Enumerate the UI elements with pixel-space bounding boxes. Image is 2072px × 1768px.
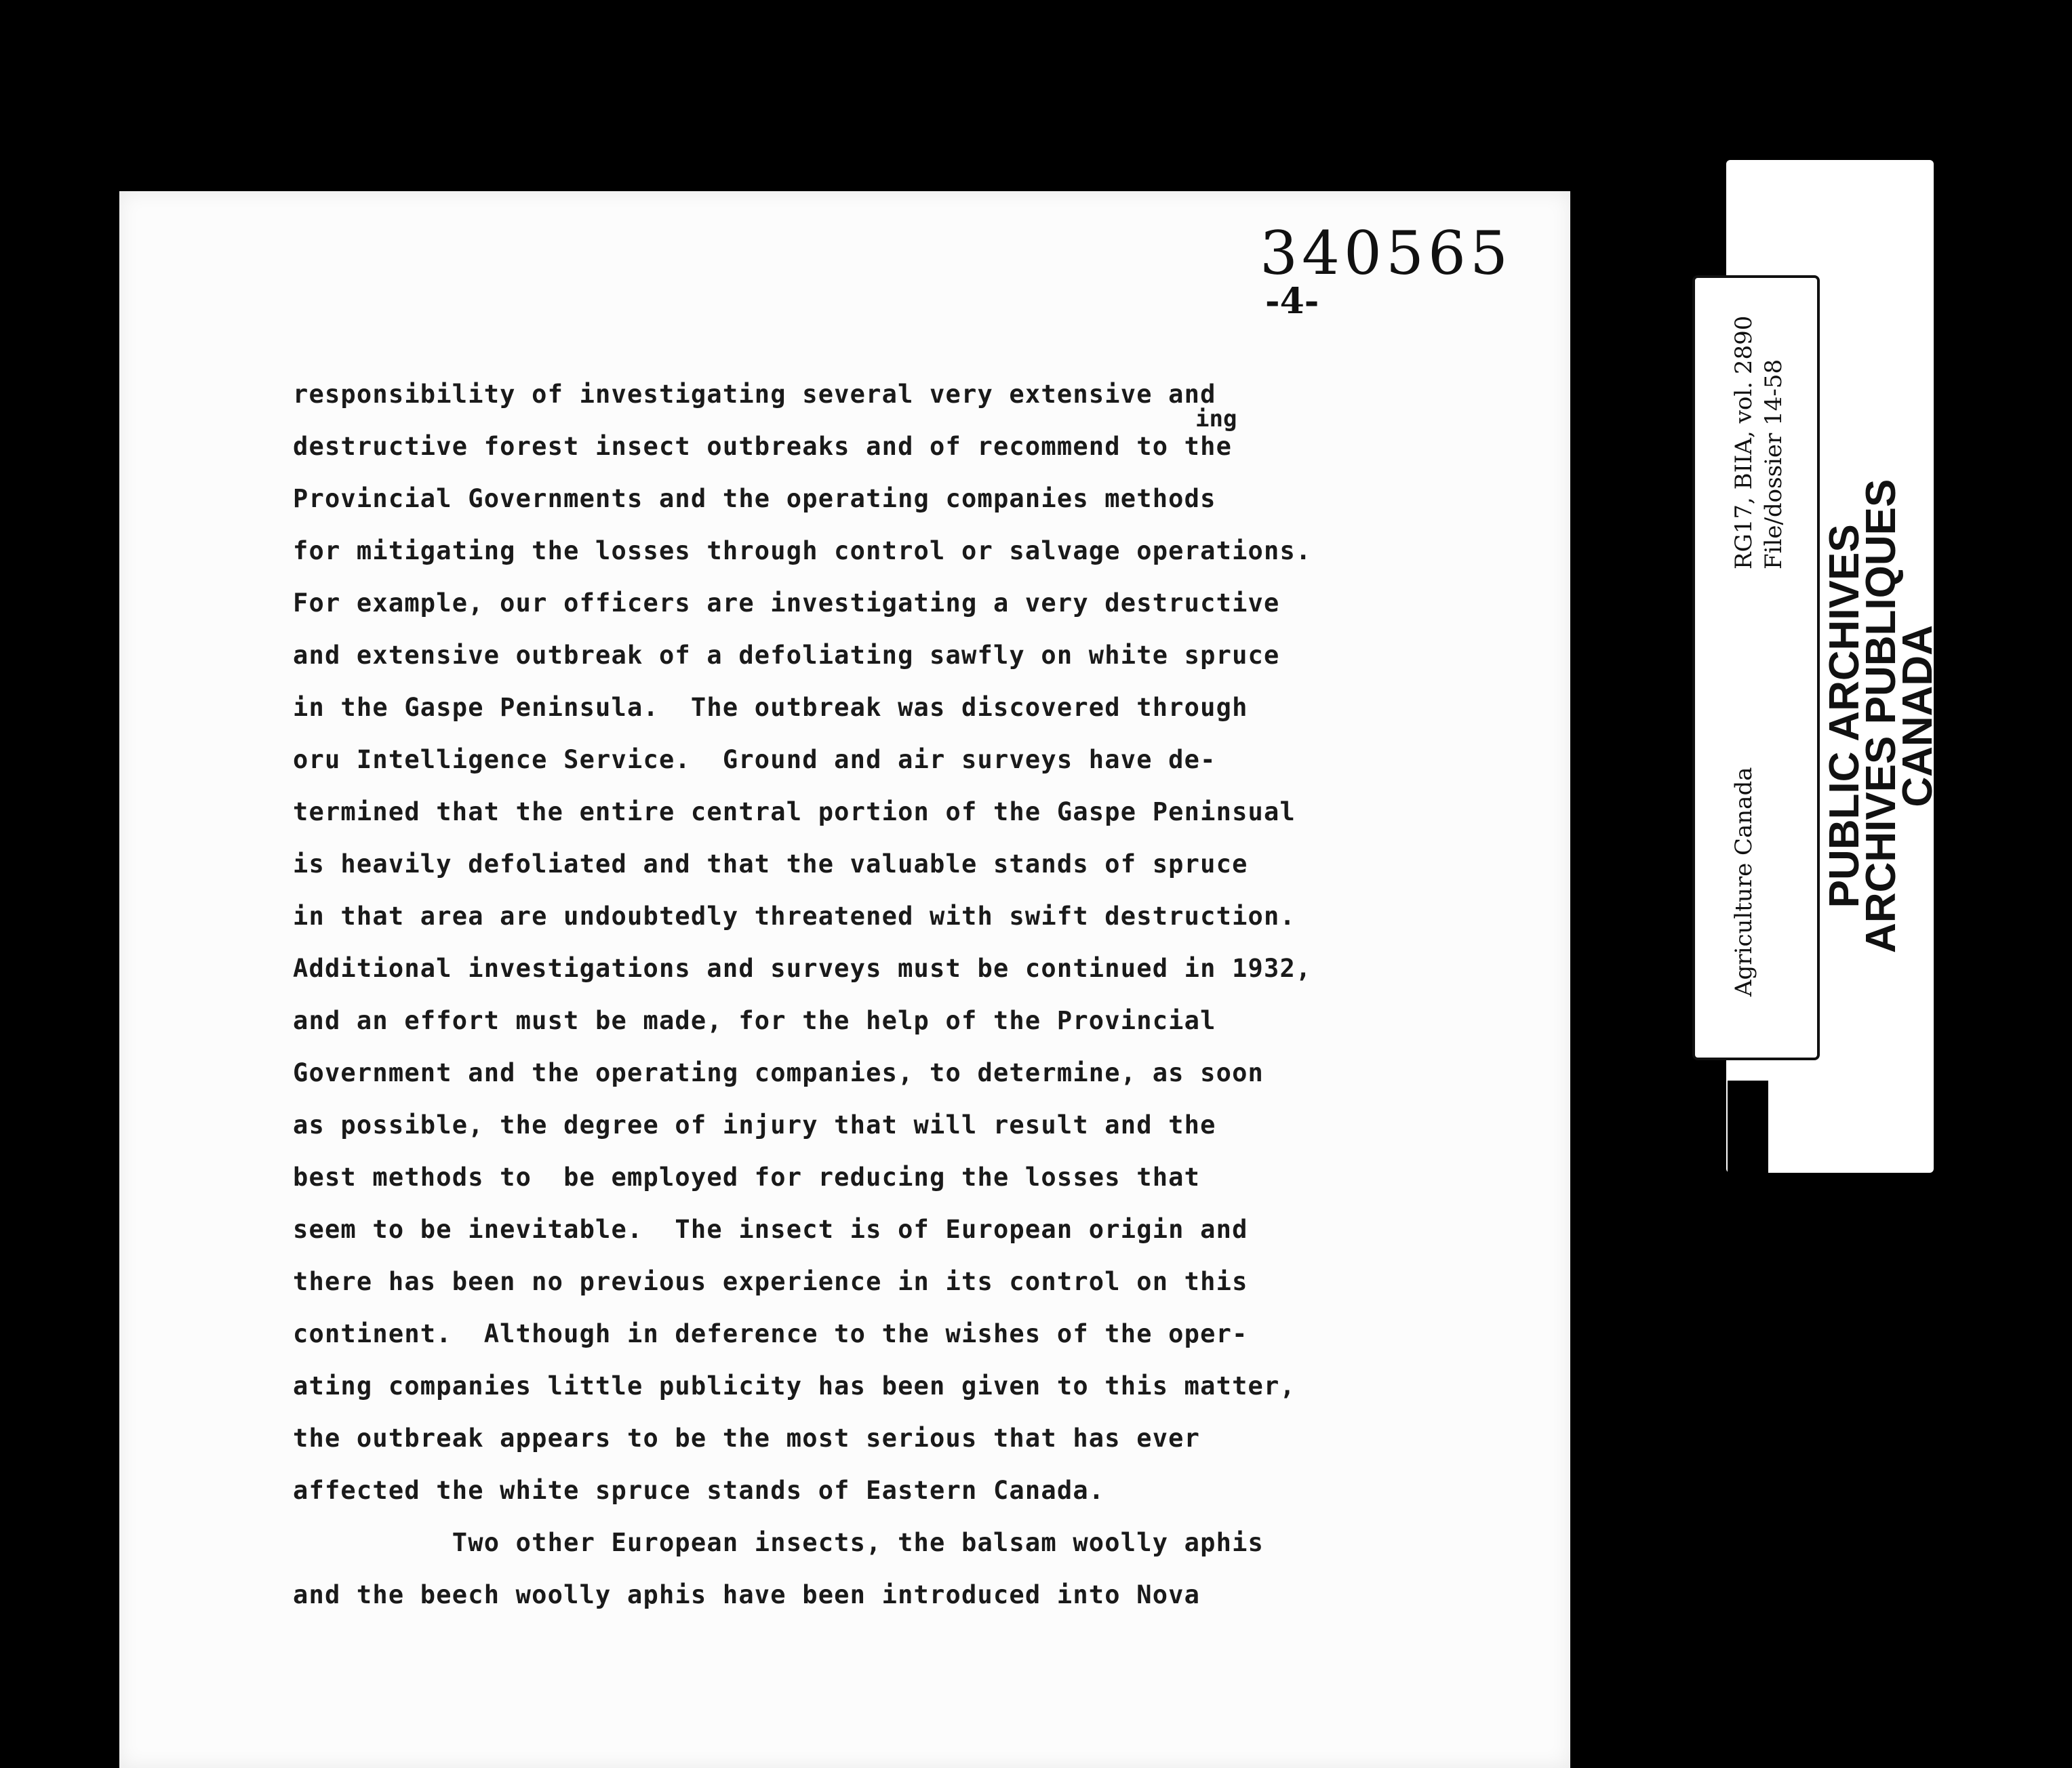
archive-institution (1821, 479, 1941, 953)
text-line: Provincial Governments and the operating companies methods (293, 484, 1216, 513)
page-number: -4- (1265, 281, 1319, 322)
text-line: responsibility of investigating several very extensive and (293, 380, 1216, 409)
text-line: continent. Although in deference to the wishes of the oper- (293, 1319, 1248, 1348)
text-line: and an effort must be made, for the help of the Provincial (293, 1006, 1216, 1035)
document-number: 340565 (1260, 218, 1512, 288)
text-line: in that area are undoubtedly threatened with swift destruction. (293, 902, 1296, 931)
interlinear-correction: ing (1195, 405, 1237, 433)
text-line: in the Gaspe Peninsula. The outbreak was discovered through (293, 693, 1248, 722)
institution-line: CANADA (1894, 625, 1941, 807)
text-line: termined that the entire central portion of the Gaspe Peninsual (293, 797, 1296, 826)
text-line: Two other European insects, the balsam woolly aphis (293, 1528, 1264, 1557)
text-line: oru Intelligence Service. Ground and air surveys have de- (293, 745, 1216, 774)
text-line: Government and the operating companies, to determine, as soon (293, 1058, 1264, 1087)
source-label: Agriculture Canada (1730, 767, 1757, 997)
text-line: the outbreak appears to be the most serious that has ever (293, 1424, 1201, 1453)
text-line: is heavily defoliated and that the valuable stands of spruce (293, 849, 1248, 879)
text-line: and extensive outbreak of a defoliating sawfly on white spruce (293, 641, 1280, 670)
text-line: for mitigating the losses through control or salvage operations. (293, 536, 1312, 565)
reference-line: File/dossier 14-58 (1760, 359, 1787, 569)
text-line: as possible, the degree of injury that will result and the (293, 1110, 1216, 1140)
document-page (119, 191, 1570, 1768)
text-line: best methods to be employed for reducing the losses that (293, 1163, 1201, 1192)
text-line: there has been no previous experience in its control on this (293, 1267, 1248, 1296)
text-line: ating companies little publicity has been given to this matter, (293, 1371, 1296, 1401)
stamp-notch (1728, 1081, 1768, 1173)
text-line: affected the white spruce stands of Eastern Canada. (293, 1476, 1105, 1505)
text-line: seem to be inevitable. The insect is of European origin and (293, 1215, 1248, 1244)
institution-line: PUBLIC ARCHIVES (1821, 524, 1868, 908)
reference-line: RG17, BIIA, vol. 2890 (1730, 315, 1757, 569)
institution-line: ARCHIVES PUBLIQUES (1858, 479, 1905, 953)
text-line: and the beech woolly aphis have been introduced into Nova (293, 1580, 1201, 1609)
text-line: destructive forest insect outbreaks and of recommend to the (293, 432, 1233, 461)
text-line: For example, our officers are investigating a very destructive (293, 588, 1280, 618)
text-line: Additional investigations and surveys must be continued in 1932, (293, 954, 1312, 983)
archive-reference-card (1692, 275, 1820, 1060)
